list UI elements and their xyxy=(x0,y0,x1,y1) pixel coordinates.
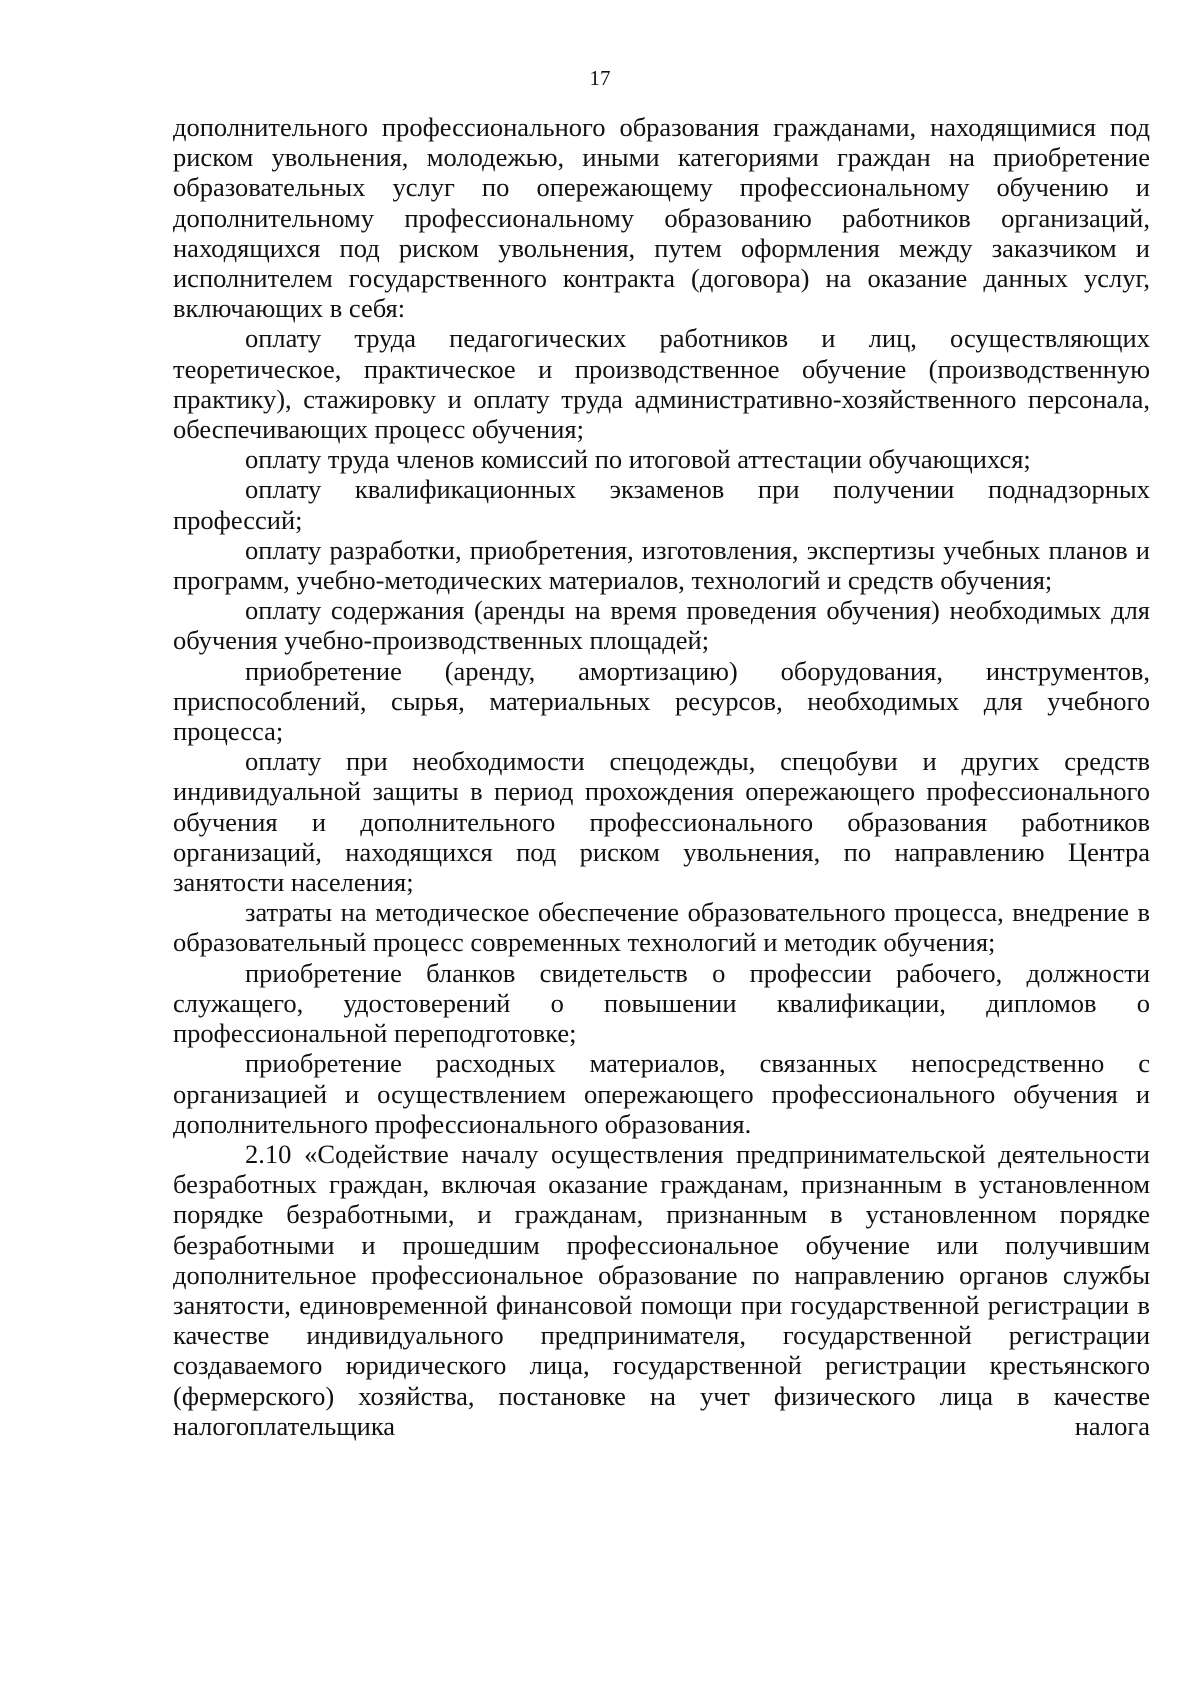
paragraph: оплату труда педагогических работников и лиц, осуществляющих теоретическое, практическое и производственное обучение (производственную практику), стажировку и оплату труда административно-хозяйственного персонала, обеспечивающих процесс обучения; xyxy=(173,323,1150,445)
paragraph: приобретение (аренду, амортизацию) оборудования, инструментов, приспособлений, сырья, материальных ресурсов, необходимых для учебного процесса; xyxy=(173,655,1150,747)
paragraph: дополнительного профессионального образования гражданами, находящимися под риском увольнения, молодежью, иными категориями граждан на приобретение образовательных услуг по опережающему профессиональному обучению и дополнительному профессиональному образованию работников организаций, находящихся под риском увольнения, путем оформления между заказчиком и исполнителем государственного контракта (договора) на оказание данных услуг, включающих в себя: xyxy=(173,112,1150,324)
paragraph: приобретение расходных материалов, связанных непосредственно с организацией и осуществлением опережающего профессионального обучения и дополнительного профессионального образования. xyxy=(173,1048,1150,1139)
paragraph: приобретение бланков свидетельств о профессии рабочего, должности служащего, удостоверений о повышении квалификации, дипломов о профессиональной переподготовке; xyxy=(173,957,1150,1049)
paragraph: оплату труда членов комиссий по итоговой аттестации обучающихся; xyxy=(245,444,1031,475)
paragraph: оплату разработки, приобретения, изготовления, экспертизы учебных планов и программ, учебно-методических материалов, технологий и средств обучения; xyxy=(173,534,1150,596)
paragraph: оплату при необходимости спецодежды, спецобуви и других средств индивидуальной защиты в период прохождения опережающего профессионального обучения и дополнительного профессионального образования работников организаций, находящихся под риском увольнения, по направлению Центра занятости населения; xyxy=(173,746,1150,898)
paragraph: оплату содержания (аренды на время проведения обучения) необходимых для обучения учебно-производственных площадей; xyxy=(173,595,1150,656)
page-number: 17 xyxy=(589,66,611,90)
paragraph: затраты на методическое обеспечение образовательного процесса, внедрение в образовательный процесс современных технологий и методик обучения; xyxy=(173,897,1150,958)
document-body xyxy=(173,112,1150,1441)
paragraph: 2.10 «Содействие началу осуществления предпринимательской деятельности безработных граждан, включая оказание гражданам, признанным в установленном порядке безработными, и гражданам, признанным в установленном порядке безработными и прошедшим профессиональное обучение или получившим дополнительное профессиональное образование по направлению органов службы занятости, единовременной финансовой помощи при государственной регистрации в качестве индивидуального предпринимателя, государственной регистрации создаваемого юридического лица, государственной регистрации крестьянского (фермерского) хозяйства, постановке на учет физического лица в качестве налогоплательщика налога xyxy=(173,1138,1150,1441)
paragraph: оплату квалификационных экзаменов при получении поднадзорных профессий; xyxy=(173,474,1150,535)
